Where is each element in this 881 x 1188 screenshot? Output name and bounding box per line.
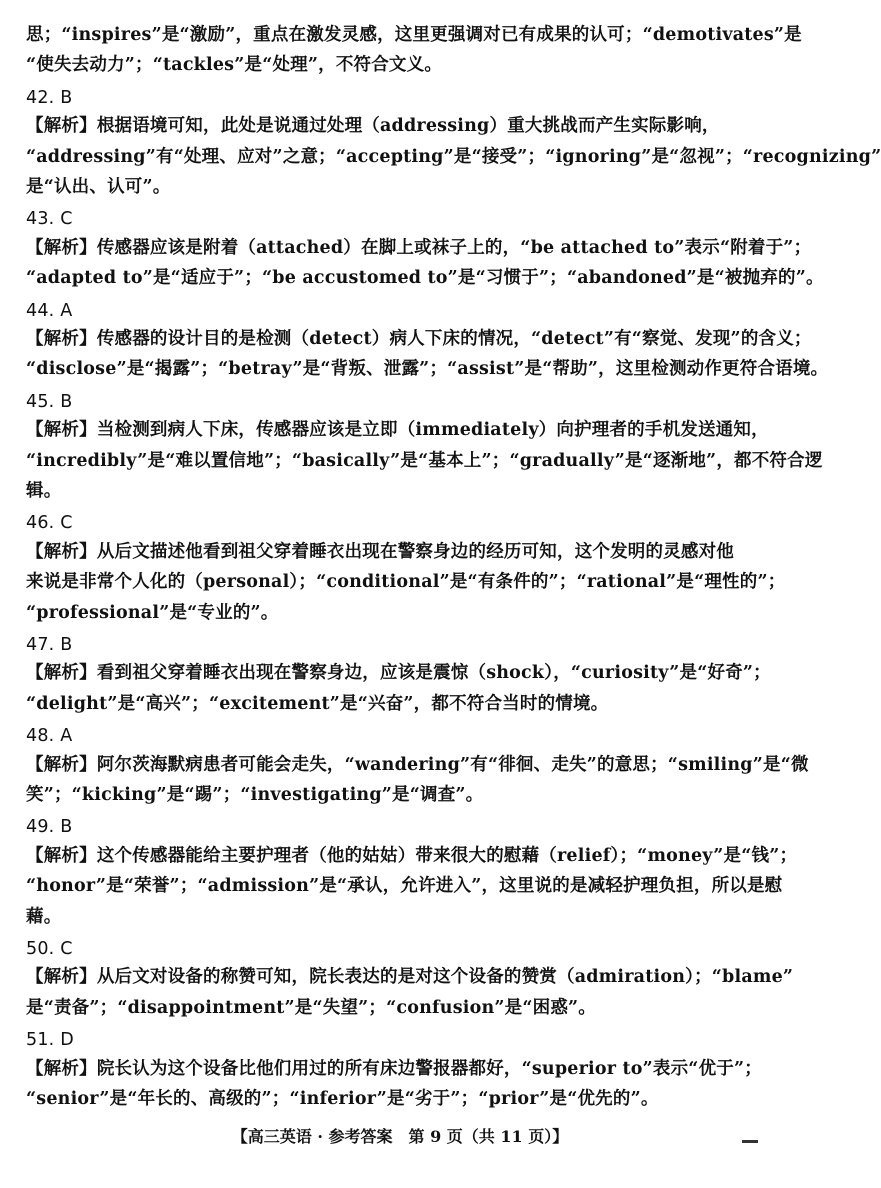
text-line: 笑”；“kicking”是“踢”；“investigating”是“调查”。 [26, 785, 484, 805]
explanation-tag: 【解析】 [26, 116, 97, 137]
explanation-line [26, 415, 778, 445]
question-number: 45. B [26, 391, 73, 412]
question-number: 44. A [26, 300, 73, 321]
explanation-tag: 【解析】 [26, 663, 97, 684]
text-line: “incredibly”是“难以置信地”；“basically”是“基本上”；“gradually”是“逐渐地”，都不符合逻 [26, 450, 823, 471]
explanation-line [26, 658, 778, 688]
explanation-tag: 【解析】 [26, 967, 97, 988]
explanation-line [26, 537, 778, 567]
explanation-text: 这个传感器能给主要护理者（他的姑姑）带来很大的慰藉（relief）；“money”是“钱”； [96, 845, 798, 866]
text-line: “使失去动力”；“tackles”是“处理”，不符合文义。 [26, 55, 443, 76]
text-line: 藉。 [26, 906, 62, 927]
question-number: 50. C [26, 939, 73, 959]
question-number: 49. B [26, 817, 73, 838]
text-line: “honor”是“荣誉”；“admission”是“承认，允许进入”，这里说的是减轻护理负担，所以是慰 [26, 876, 783, 897]
question-number: 43. C [26, 209, 73, 230]
explanation-tag: 【解析】 [26, 420, 97, 441]
corner-mark [742, 1140, 758, 1143]
question-number: 48. A [26, 726, 73, 747]
text-line: “addressing”有“处理、应对”之意；“accepting”是“接受”；“ignoring”是“忽视”；“recognizing” [26, 146, 881, 167]
explanation-text: 当检测到病人下床，传感器应该是立即（immediately）向护理者的手机发送通知， [96, 420, 769, 441]
explanation-line [26, 111, 778, 141]
explanation-line [26, 841, 798, 871]
explanation-line [26, 750, 809, 780]
explanation-text: 从后文描述他看到祖父穿着睡衣出现在警察身边的经历可知，这个发明的灵感对他 [96, 541, 735, 562]
explanation-tag: 【解析】 [26, 237, 97, 258]
question-number: 46. C [26, 513, 73, 534]
text-line: “disclose”是“揭露”；“betray”是“背叛、泄露”；“assist”是“帮助”，这里检测动作更符合语境。 [26, 359, 829, 380]
text-line: 是“认出、认可”。 [26, 177, 171, 197]
question-number: 42. B [26, 87, 73, 108]
text-line: “professional”是“专业的”。 [26, 602, 279, 623]
text-line: “adapted to”是“适应于”；“be accustomed to”是“习惯于”；“abandoned”是“被抛弃的”。 [26, 268, 824, 289]
explanation-tag: 【解析】 [26, 329, 97, 349]
explanation-text: 看到祖父穿着睡衣出现在警察身边，应该是震惊（shock），“curiosity”是“好奇”； [96, 663, 771, 684]
text-line: “delight”是“高兴”；“excitement”是“兴奋”，都不符合当时的情境。 [26, 693, 609, 714]
explanation-line [26, 233, 812, 263]
explanation-line [26, 1054, 778, 1084]
text-line: 思；“inspires”是“激励”，重点在激发灵感，这里更强调对已有成果的认可；“demotivates”是 [26, 25, 802, 45]
explanation-text: 从后文对设备的称赞可知，院长表达的是对这个设备的赞赏（admiration）；“blame” [96, 967, 794, 988]
explanation-text: 院长认为这个设备比他们用过的所有床边警报器都好，“superior to”表示“优于”； [96, 1058, 762, 1079]
explanation-tag: 【解析】 [26, 845, 97, 866]
explanation-text: 传感器的设计目的是检测（detect）病人下床的情况，“detect”有“察觉、发现”的含义； [96, 329, 812, 349]
explanation-tag: 【解析】 [26, 1058, 97, 1079]
question-number: 51. D [26, 1030, 74, 1051]
explanation-tag: 【解析】 [26, 541, 97, 562]
text-line: 是“责备”；“disappointment”是“失望”；“confusion”是“困惑”。 [26, 997, 596, 1018]
explanation-line [26, 962, 794, 992]
text-line: “senior”是“年长的、高级的”；“inferior”是“劣于”；“prior”是“优先的”。 [26, 1089, 659, 1109]
explanation-tag: 【解析】 [26, 754, 97, 775]
explanation-line [26, 324, 812, 354]
explanation-text: 根据语境可知，此处是说通过处理（addressing）重大挑战而产生实际影响， [96, 116, 720, 137]
explanation-text: 阿尔茨海默病患者可能会走失，“wandering”有“徘徊、走失”的意思；“smiling”是“微 [96, 754, 809, 775]
text-line: 来说是非常个人化的（personal）；“conditional”是“有条件的”；“rational”是“理性的”； [26, 572, 786, 593]
question-number: 47. B [26, 635, 73, 655]
page-footer: 【高三英语 · 参考答案 第 9 页（共 11 页）】 [231, 1127, 569, 1146]
text-line: 辑。 [26, 481, 62, 501]
explanation-text: 传感器应该是附着（attached）在脚上或袜子上的，“be attached to”表示“附着于”； [96, 237, 812, 258]
